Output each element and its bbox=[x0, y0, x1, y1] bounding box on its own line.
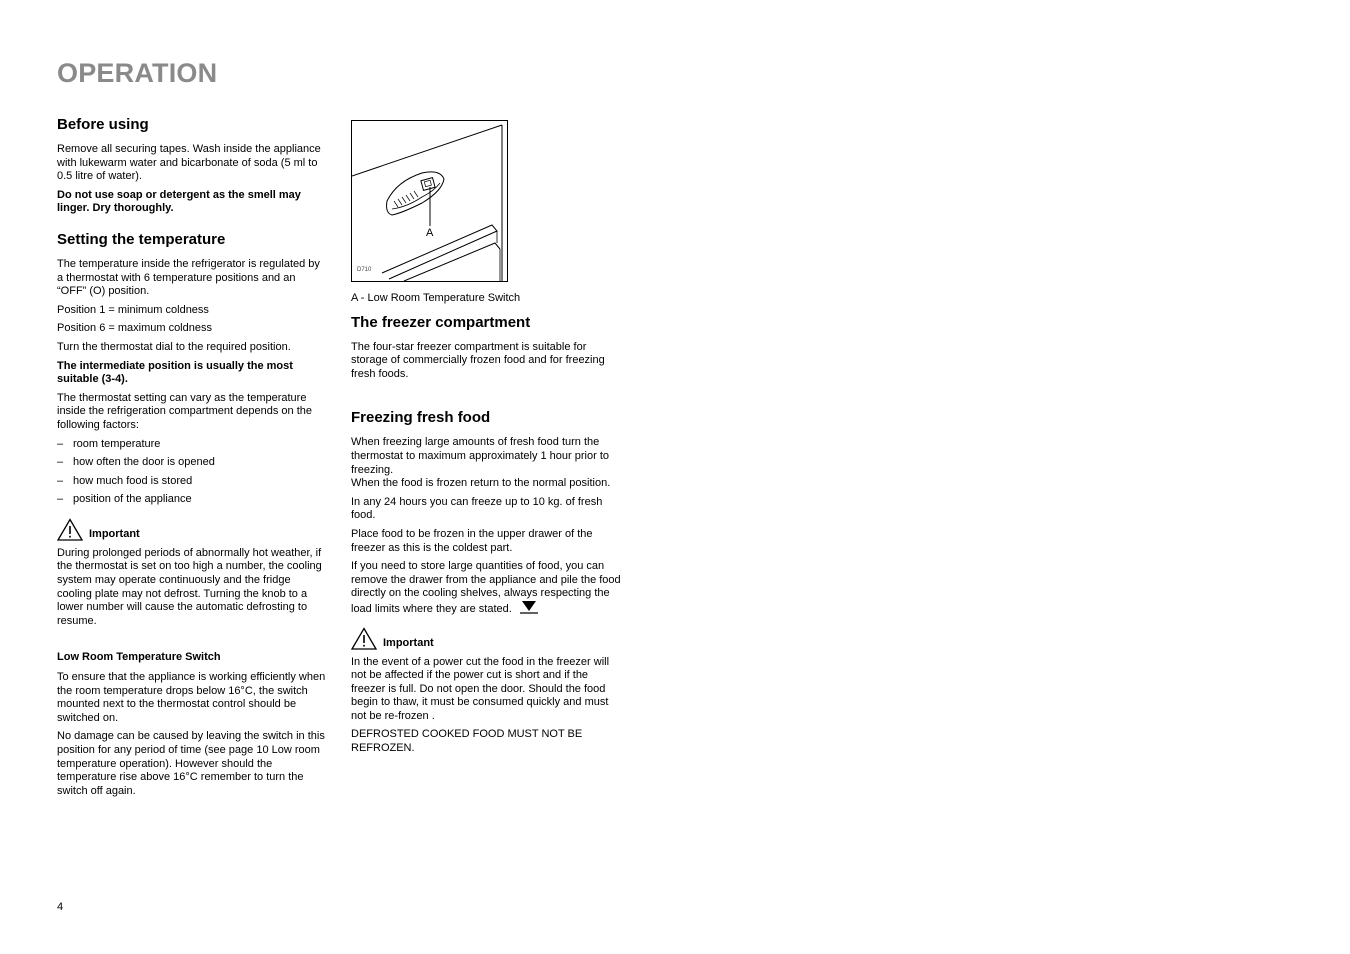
important-text: During prolonged periods of abnormally hot weather, if the thermostat is set on too high a number, the cooling system may operate continuously and the fridge cooling plate may not defrost. Turning the knob to a lower number will cause the automatic defrosting to resume. bbox=[57, 546, 322, 627]
list-item: – how often the door is opened bbox=[57, 456, 327, 470]
intermediate-position-note: The intermediate position is usually the most suitable (3-4). bbox=[57, 359, 293, 386]
before-using-heading: Before using bbox=[57, 116, 149, 133]
important-label: Important bbox=[383, 636, 434, 649]
important-notice-heading bbox=[57, 518, 327, 541]
setting-temperature-heading: Setting the temperature bbox=[57, 230, 226, 248]
freezing-fresh-food-heading: Freezing fresh food bbox=[351, 409, 491, 427]
list-item: – room temperature bbox=[57, 438, 327, 452]
low-room-paragraph: No damage can be caused by leaving the switch in this position for any period of time (see page 10 Low room temperature operation). However should the temperature rise above 16°C remember to turn the switch off again. bbox=[57, 730, 325, 797]
before-using-warning: Do not use soap or detergent as the smell may linger. Dry thoroughly. bbox=[57, 188, 301, 215]
important-notice-heading bbox=[351, 627, 623, 650]
freezing-large-quantities-text: If you need to store large quantities of food, you can remove the drawer from the appliance and pile the food directly on the cooling shelves, always respecting the load limits where they are stated. bbox=[351, 560, 621, 615]
freezing-paragraph-b: When the food is frozen return to the normal position. bbox=[351, 477, 611, 490]
before-using-paragraph: Remove all securing tapes. Wash inside the appliance with lukewarm water and bicarbonate of soda (5 ml to 0.5 litre of water). bbox=[57, 143, 321, 183]
thermostat-description: The temperature inside the refrigerator is regulated by a thermostat with 6 temperature positions and an “OFF” (O) position. bbox=[57, 257, 320, 298]
freezing-large-quantities bbox=[351, 560, 623, 616]
figure-caption: A - Low Room Temperature Switch bbox=[351, 292, 521, 304]
low-room-paragraph: To ensure that the appliance is working efficiently when the room temperature drops below 16°C, the switch mounted next to the thermostat control should be switched on. bbox=[57, 671, 326, 724]
low-room-switch-heading: Low Room Temperature Switch bbox=[57, 651, 221, 664]
list-item: – how much food is stored bbox=[57, 475, 327, 489]
important-label: Important bbox=[89, 527, 140, 540]
position-max: Position 6 = maximum coldness bbox=[57, 322, 212, 335]
warning-triangle-icon bbox=[351, 627, 377, 650]
freezing-paragraph bbox=[351, 436, 623, 490]
page-title: OPERATION bbox=[57, 58, 218, 88]
power-cut-text: In the event of a power cut the food in the freezer will not be affected if the power cut is short and if the freezer is full. Do not open the door. Should the food begin to thaw, it must be consumed quickly and must not be re-frozen . bbox=[351, 655, 610, 722]
page-number: 4 bbox=[57, 901, 64, 913]
freezer-compartment-heading: The freezer compartment bbox=[351, 313, 531, 331]
callout-label-a: A bbox=[426, 227, 434, 239]
warning-triangle-icon bbox=[57, 518, 83, 541]
end-of-section-icon bbox=[520, 601, 538, 614]
thermostat-factors-intro: The thermostat setting can vary as the temperature inside the refrigeration compartment depends on the following factors: bbox=[57, 391, 312, 431]
defrosted-food-warning: DEFROSTED COOKED FOOD MUST NOT BE REFROZEN. bbox=[351, 728, 583, 755]
freezing-capacity: In any 24 hours you can freeze up to 10 kg. of fresh food. bbox=[351, 495, 603, 522]
list-item: – position of the appliance bbox=[57, 493, 327, 507]
freezing-placement: Place food to be frozen in the upper drawer of the freezer as this is the coldest part. bbox=[351, 527, 593, 554]
position-min: Position 1 = minimum coldness bbox=[57, 303, 209, 316]
switch-drawing bbox=[352, 121, 507, 281]
right-column bbox=[351, 120, 623, 761]
freezer-compartment-paragraph: The four-star freezer compartment is suitable for storage of commercially frozen food and for freezing fresh foods. bbox=[351, 340, 605, 380]
left-column bbox=[57, 116, 327, 803]
turn-dial-instruction: Turn the thermostat dial to the required position. bbox=[57, 340, 291, 353]
factors-list bbox=[57, 438, 327, 507]
switch-illustration bbox=[351, 120, 508, 282]
figure-code: D710 bbox=[357, 267, 372, 274]
freezing-paragraph-a: When freezing large amounts of fresh food turn the thermostat to maximum approximately 1 hour prior to freezing. bbox=[351, 436, 609, 476]
